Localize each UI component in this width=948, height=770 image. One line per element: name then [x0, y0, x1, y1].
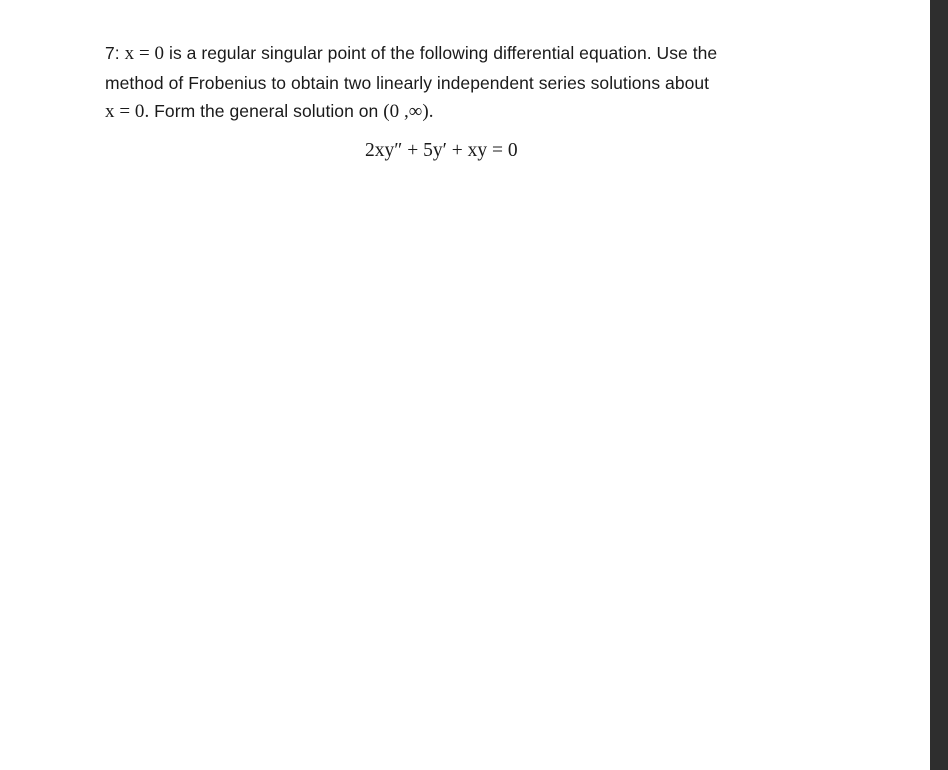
problem-line-3-text: Form the general solution on	[149, 101, 384, 121]
problem-line-1	[105, 39, 830, 69]
interval-math: (0 ,∞).	[383, 101, 434, 122]
problem-statement	[105, 39, 830, 127]
window-edge-scrollbar[interactable]	[930, 0, 948, 770]
singular-point-math: x = 0	[124, 43, 165, 64]
problem-line-3	[105, 97, 830, 127]
problem-number: 7:	[105, 43, 120, 63]
differential-equation: 2xy″ + 5y′ + xy = 0	[365, 140, 518, 161]
problem-line-2: method of Frobenius to obtain two linearly independent series solutions about	[105, 72, 710, 93]
problem-line-1-text: is a regular singular point of the following differential equation. Use the	[164, 43, 718, 63]
about-point-math: x = 0.	[105, 101, 150, 122]
